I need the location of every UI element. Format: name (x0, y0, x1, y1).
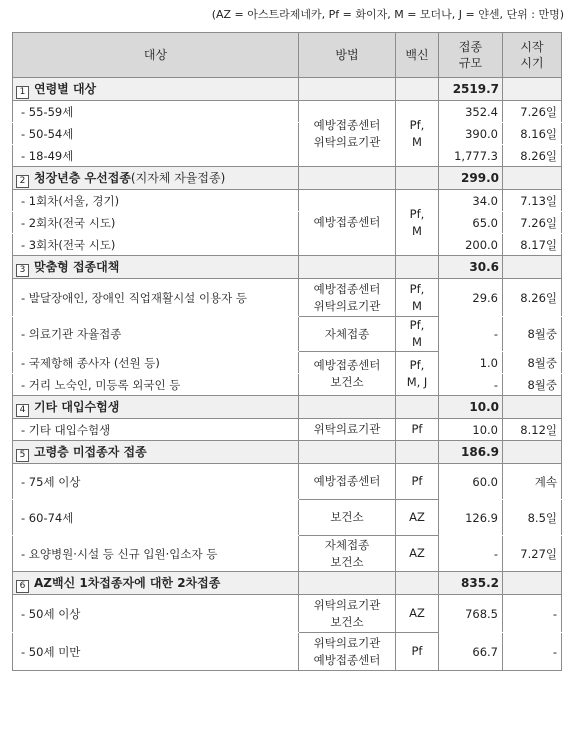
row-target: - 요양병원·시설 등 신규 입원·입소자 등 (13, 536, 299, 572)
section-number: 1 (16, 86, 29, 99)
section-number: 3 (16, 264, 29, 277)
table-row (13, 419, 562, 441)
section-title-text: 청장년층 우선접종 (34, 170, 131, 185)
row-method: 예방접종센터 보건소 (299, 352, 396, 396)
header-target: 대상 (13, 33, 299, 78)
section-title (13, 572, 299, 595)
section-start-empty (503, 78, 562, 101)
section-title-text: 연령별 대상 (34, 81, 97, 96)
row-start: 8월중 (503, 352, 562, 374)
section-start-empty (503, 441, 562, 464)
section-row (13, 572, 562, 595)
section-vaccine-empty (396, 78, 439, 101)
row-vaccine: Pf (396, 419, 439, 441)
section-title-text: AZ백신 1차접종자에 대한 2차접종 (34, 575, 221, 590)
row-start: 계속 (503, 464, 562, 500)
section-row (13, 256, 562, 279)
row-start: 7.27일 (503, 536, 562, 572)
row-method: 예방접종센터 위탁의료기관 (299, 279, 396, 317)
section-method-empty (299, 256, 396, 279)
row-scale: 352.4 (439, 101, 503, 123)
section-method-empty (299, 78, 396, 101)
section-total: 835.2 (439, 572, 503, 595)
table-row (13, 234, 562, 256)
section-total: 186.9 (439, 441, 503, 464)
table-row (13, 352, 562, 374)
unit-note: (AZ = 아스트라제네카, Pf = 화이자, M = 모더나, J = 얀센, 단위 : 만명) (211, 8, 564, 21)
section-title (13, 256, 299, 279)
table-row (13, 536, 562, 572)
table-row (13, 374, 562, 396)
row-start: 8.5일 (503, 500, 562, 536)
row-vaccine: Pf, M, J (396, 352, 439, 396)
row-scale: 768.5 (439, 595, 503, 633)
section-title-text: 고령층 미접종자 접종 (34, 444, 147, 459)
row-target: - 2회차(전국 시도) (13, 212, 299, 234)
table-row (13, 464, 562, 500)
row-target: - 기타 대입수험생 (13, 419, 299, 441)
row-scale: 66.7 (439, 633, 503, 671)
row-start: 8월중 (503, 317, 562, 352)
row-target: - 거리 노숙인, 미등록 외국인 등 (13, 374, 299, 396)
section-title (13, 167, 299, 190)
row-scale: 390.0 (439, 123, 503, 145)
row-target: - 국제항해 종사자 (선원 등) (13, 352, 299, 374)
section-total: 10.0 (439, 396, 503, 419)
row-scale: 60.0 (439, 464, 503, 500)
section-title-text: 맞춤형 접종대책 (34, 259, 120, 274)
section-start-empty (503, 572, 562, 595)
section-title (13, 441, 299, 464)
row-scale: 1,777.3 (439, 145, 503, 167)
table-row (13, 212, 562, 234)
row-method: 위탁의료기관 예방접종센터 (299, 633, 396, 671)
section-method-empty (299, 396, 396, 419)
table-row (13, 145, 562, 167)
row-target: - 의료기관 자율접종 (13, 317, 299, 352)
row-vaccine: Pf, M (396, 190, 439, 256)
header-start: 시작 시기 (503, 33, 562, 78)
row-target: - 18-49세 (13, 145, 299, 167)
header-scale: 접종 규모 (439, 33, 503, 78)
row-target: - 50세 미만 (13, 633, 299, 671)
row-vaccine: Pf (396, 633, 439, 671)
section-row (13, 167, 562, 190)
row-vaccine: AZ (396, 595, 439, 633)
section-number: 2 (16, 175, 29, 188)
row-vaccine: AZ (396, 500, 439, 536)
row-target: - 50세 이상 (13, 595, 299, 633)
section-title (13, 396, 299, 419)
row-target: - 3회차(전국 시도) (13, 234, 299, 256)
row-vaccine: Pf, M (396, 279, 439, 317)
row-start: 8.12일 (503, 419, 562, 441)
section-method-empty (299, 572, 396, 595)
table-row (13, 190, 562, 212)
row-scale: - (439, 536, 503, 572)
row-method: 자체접종 보건소 (299, 536, 396, 572)
section-title-text: 기타 대입수험생 (34, 399, 120, 414)
row-vaccine: AZ (396, 536, 439, 572)
section-vaccine-empty (396, 396, 439, 419)
section-subtitle: (지자체 자율접종) (130, 170, 226, 185)
section-start-empty (503, 167, 562, 190)
row-scale: 29.6 (439, 279, 503, 317)
table-row (13, 317, 562, 352)
table-body (13, 78, 562, 671)
header-vaccine: 백신 (396, 33, 439, 78)
section-total: 30.6 (439, 256, 503, 279)
section-number: 5 (16, 449, 29, 462)
row-scale: 10.0 (439, 419, 503, 441)
row-target: - 1회차(서울, 경기) (13, 190, 299, 212)
row-start: 7.26일 (503, 101, 562, 123)
section-vaccine-empty (396, 572, 439, 595)
row-method: 예방접종센터 (299, 190, 396, 256)
section-start-empty (503, 256, 562, 279)
section-number: 6 (16, 580, 29, 593)
row-method: 예방접종센터 위탁의료기관 (299, 101, 396, 167)
row-method: 보건소 (299, 500, 396, 536)
section-number: 4 (16, 404, 29, 417)
section-row (13, 396, 562, 419)
header-method: 방법 (299, 33, 396, 78)
row-target: - 55-59세 (13, 101, 299, 123)
row-scale: - (439, 374, 503, 396)
table-row (13, 595, 562, 633)
row-method: 예방접종센터 (299, 464, 396, 500)
row-start: 8월중 (503, 374, 562, 396)
table-row (13, 279, 562, 317)
row-start: 8.17일 (503, 234, 562, 256)
row-method: 자체접종 (299, 317, 396, 352)
table-row (13, 500, 562, 536)
row-start: 7.26일 (503, 212, 562, 234)
section-title (13, 78, 299, 101)
section-vaccine-empty (396, 441, 439, 464)
section-row (13, 78, 562, 101)
row-vaccine: Pf, M (396, 317, 439, 352)
row-start: 7.13일 (503, 190, 562, 212)
row-start: 8.16일 (503, 123, 562, 145)
section-method-empty (299, 167, 396, 190)
row-scale: 200.0 (439, 234, 503, 256)
table-row (13, 123, 562, 145)
row-scale: 1.0 (439, 352, 503, 374)
table-row (13, 101, 562, 123)
row-vaccine: Pf (396, 464, 439, 500)
row-start: 8.26일 (503, 145, 562, 167)
row-target: - 50-54세 (13, 123, 299, 145)
table-row (13, 633, 562, 671)
section-vaccine-empty (396, 256, 439, 279)
vaccination-plan-table (12, 32, 562, 671)
row-target: - 75세 이상 (13, 464, 299, 500)
section-start-empty (503, 396, 562, 419)
header-row (13, 33, 562, 78)
section-total: 299.0 (439, 167, 503, 190)
row-start: - (503, 633, 562, 671)
row-scale: 34.0 (439, 190, 503, 212)
section-total: 2519.7 (439, 78, 503, 101)
row-scale: 65.0 (439, 212, 503, 234)
section-vaccine-empty (396, 167, 439, 190)
row-target: - 60-74세 (13, 500, 299, 536)
section-row (13, 441, 562, 464)
row-start: 8.26일 (503, 279, 562, 317)
row-method: 위탁의료기관 보건소 (299, 595, 396, 633)
row-vaccine: Pf, M (396, 101, 439, 167)
row-target: - 발달장애인, 장애인 직업재활시설 이용자 등 (13, 279, 299, 317)
row-scale: - (439, 317, 503, 352)
row-start: - (503, 595, 562, 633)
section-method-empty (299, 441, 396, 464)
row-method: 위탁의료기관 (299, 419, 396, 441)
row-scale: 126.9 (439, 500, 503, 536)
